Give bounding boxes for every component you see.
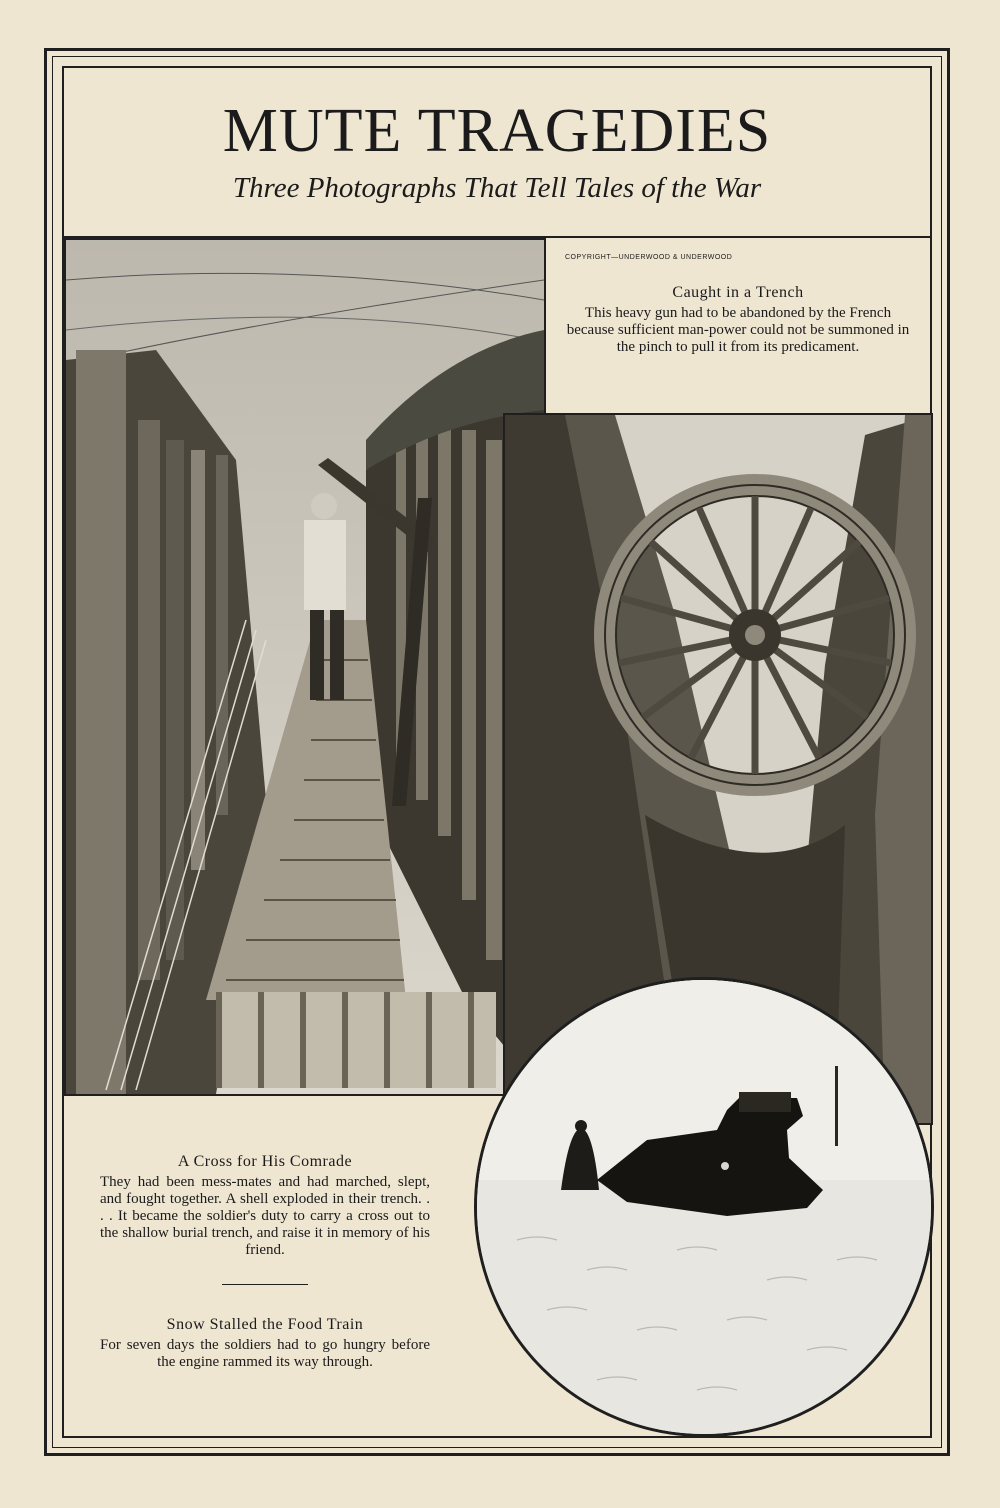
- trench-cross-illustration: [66, 240, 544, 1094]
- caption-body: For seven days the soldiers had to go hungry before the engine rammed its way through.: [100, 1337, 430, 1370]
- caption-caught-in-trench: [560, 284, 916, 356]
- caption-title: Snow Stalled the Food Train: [166, 1316, 364, 1333]
- caption-title: A Cross for His Comrade: [177, 1153, 353, 1170]
- caption-cross-for-comrade: [100, 1153, 430, 1259]
- photo-soldier-carrying-cross: [64, 238, 546, 1096]
- caption-divider: [222, 1284, 308, 1285]
- caption-body: This heavy gun had to be abandoned by the French because sufficient man-power could not be summoned in the pinch to pull it from its predicament.: [566, 305, 910, 355]
- snow-train-illustration: [477, 980, 931, 1434]
- page-title: MUTE TRAGEDIES: [222, 97, 772, 165]
- photo-snow-stalled-train: [474, 977, 934, 1437]
- caption-body: They had been mess-mates and had marched, slept, and fought together. A shell exploded in their trench. . . . It became the soldier's duty to carry a cross out to the shallow burial trench, and raise it in memory of his friend.: [100, 1174, 430, 1258]
- page-subtitle: Three Photographs That Tell Tales of the War: [232, 172, 762, 204]
- caption-title: Caught in a Trench: [672, 284, 804, 301]
- caption-snow-stalled-train: [100, 1316, 430, 1371]
- photo-credit: COPYRIGHT—UNDERWOOD & UNDERWOOD: [565, 254, 733, 261]
